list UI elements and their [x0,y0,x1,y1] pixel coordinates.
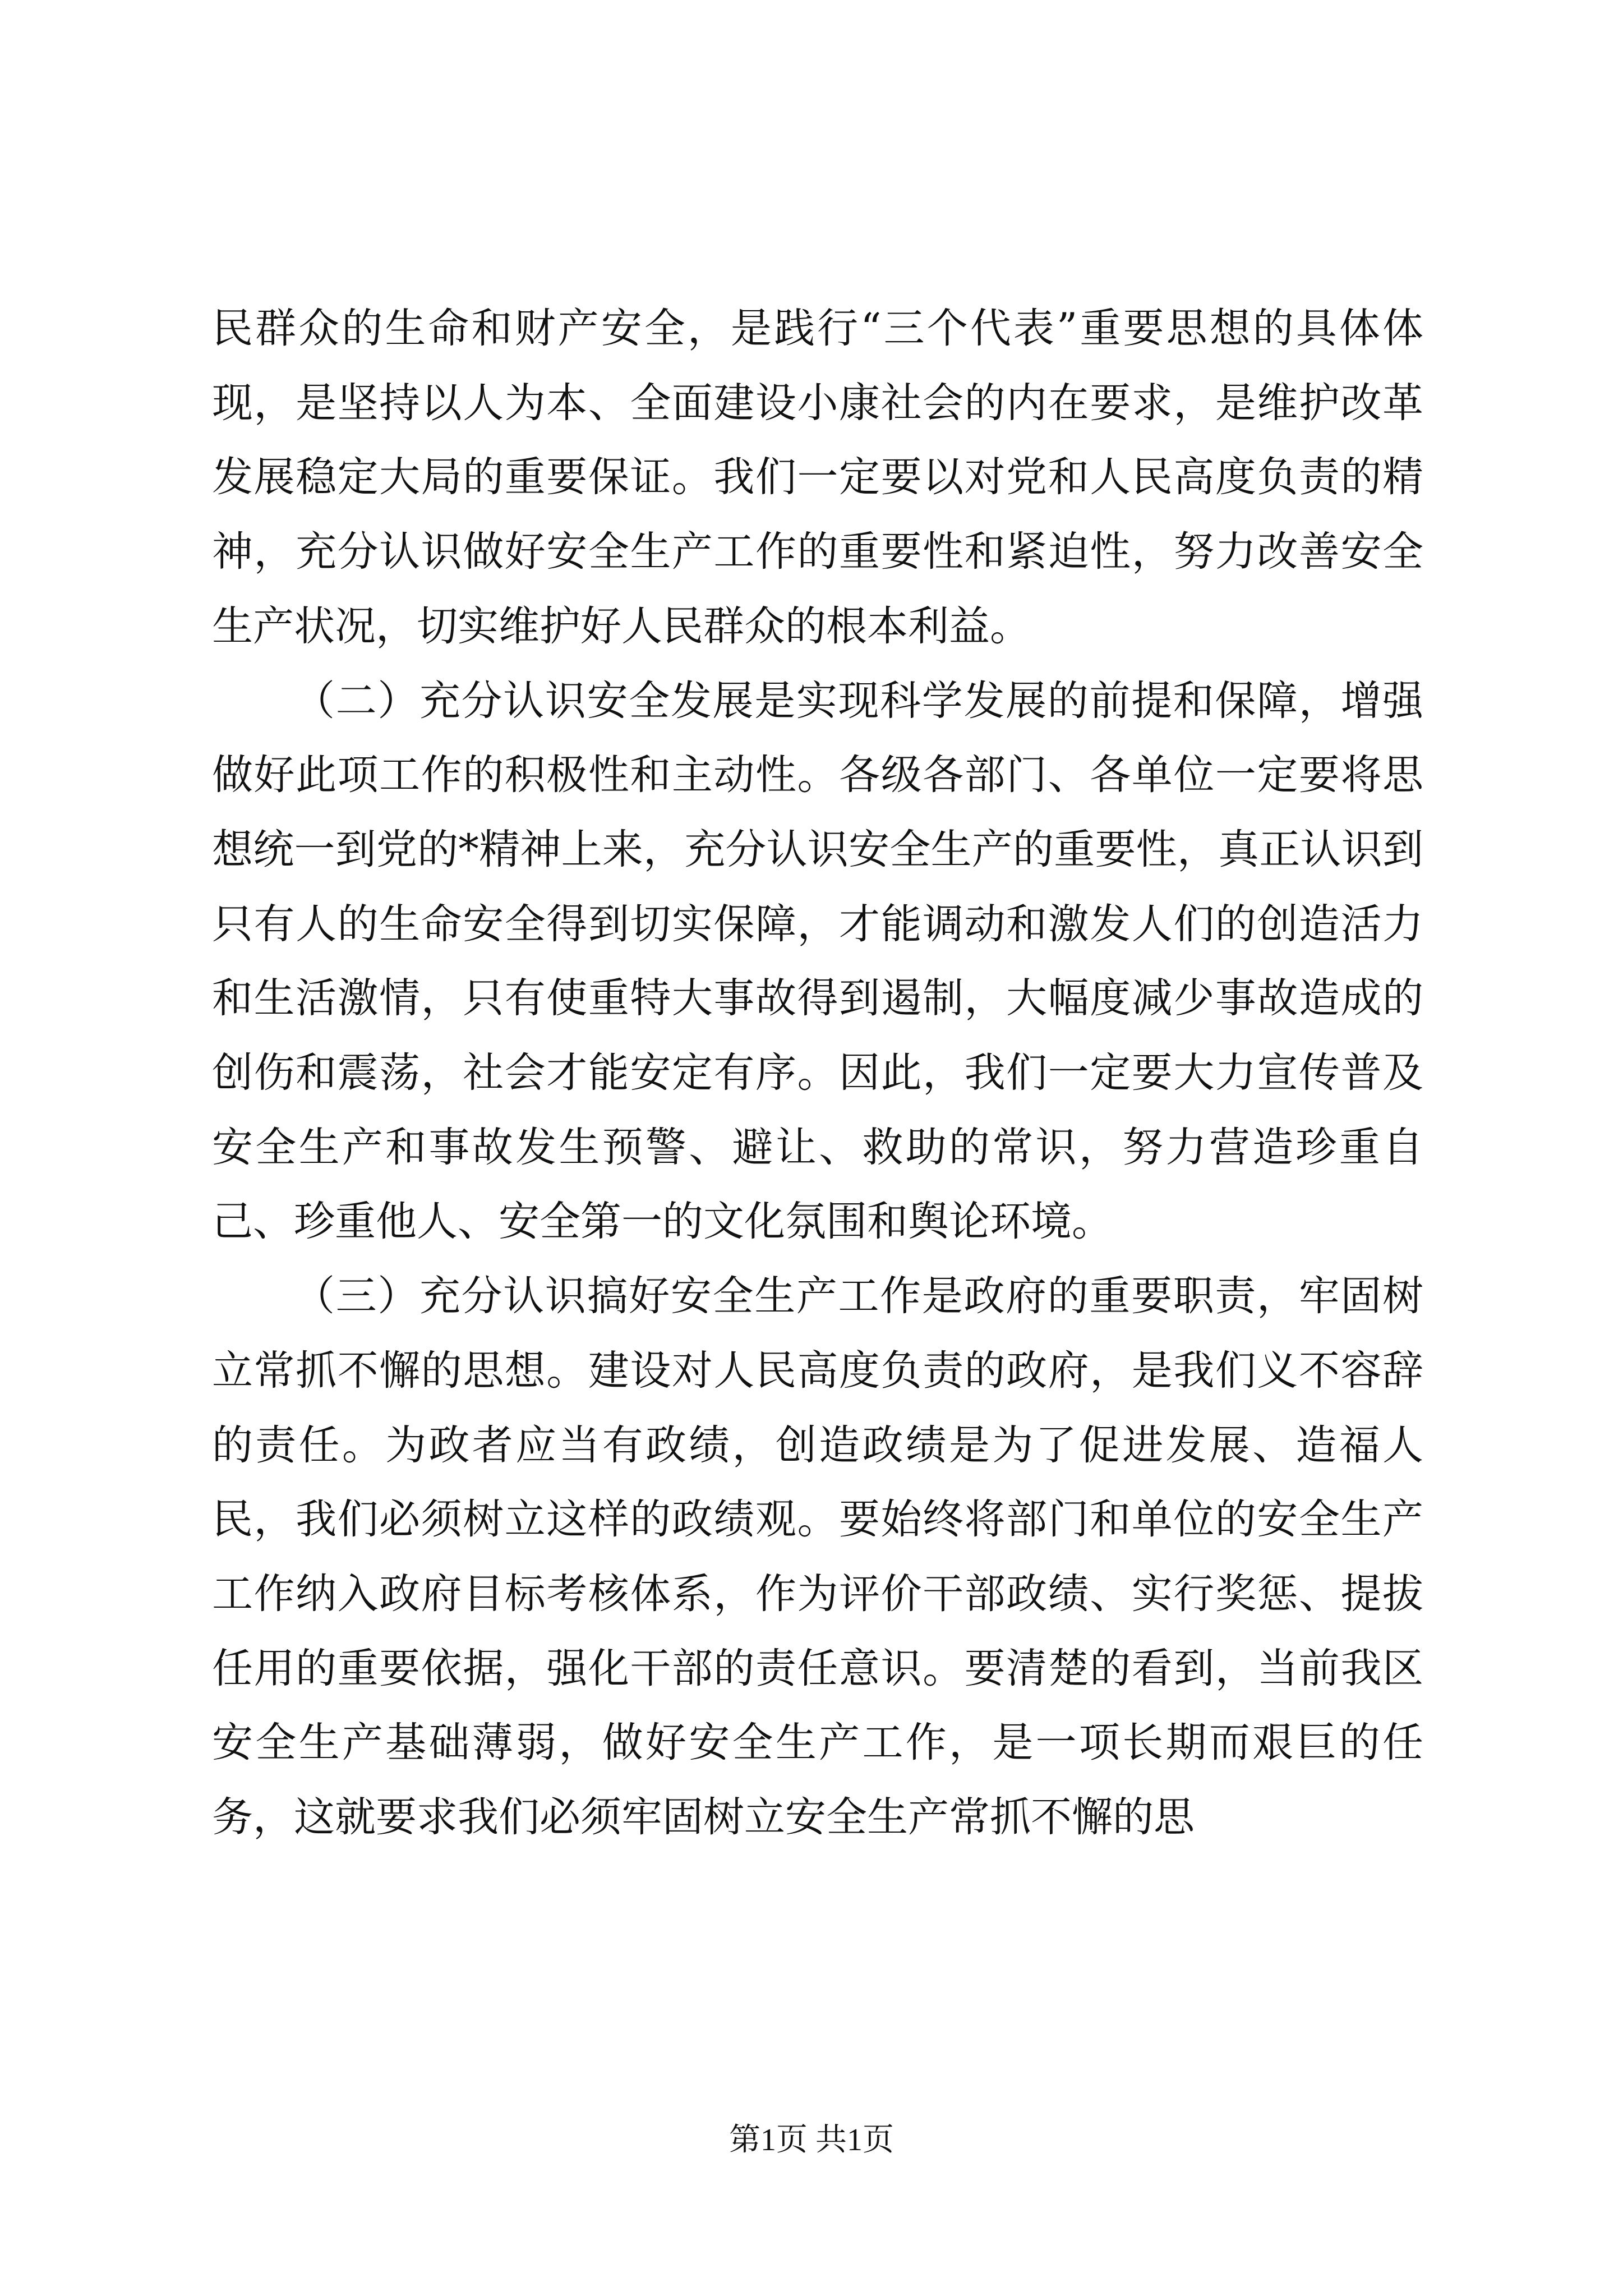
paragraph-1: 民群众的生命和财产安全，是践行“三个代表”重要思想的具体体现，是坚持以人为本、全面建设小康社会的内在要求，是维护改革发展稳定大局的重要保证。我们一定要以对党和人民高度负责的精神，充分认识做好安全生产工作的重要性和紧迫性，努力改善安全生产状况，切实维护好人民群众的根本利益。 [212,305,1423,650]
paragraph-3: （三）充分认识搞好安全生产工作是政府的重要职责，牢固树立常抓不懈的思想。建设对人民高度负责的政府，是我们义不容辞的责任。为政者应当有政绩，创造政绩是为了促进发展、造福人民，我们必须树立这样的政绩观。要始终将部门和单位的安全生产工作纳入政府目标考核体系，作为评价干部政绩、实行奖惩、提拔任用的重要依据，强化干部的责任意识。要清楚的看到，当前我区安全生产基础薄弱，做好安全生产工作，是一项长期而艰巨的任务，这就要求我们必须牢固树立安全生产常抓不懈的思 [212,1272,1423,1842]
paragraph-2: （二）充分认识安全发展是实现科学发展的前提和保障，增强做好此项工作的积极性和主动性。各级各部门、各单位一定要将思想统一到党的*精神上来，充分认识安全生产的重要性，真正认识到只有人的生命安全得到切实保障，才能调动和激发人们的创造活力和生活激情，只有使重特大事故得到遏制，大幅度减少事故造成的创伤和震荡，社会才能安定有序。因此，我们一定要大力宣传普及安全生产和事故发生预警、避让、救助的常识，努力营造珍重自己、珍重他人、安全第一的文化氛围和舆论环境。 [212,677,1423,1246]
page-footer: 第1页 共1页 [729,2123,894,2157]
document-body [212,292,1423,1855]
